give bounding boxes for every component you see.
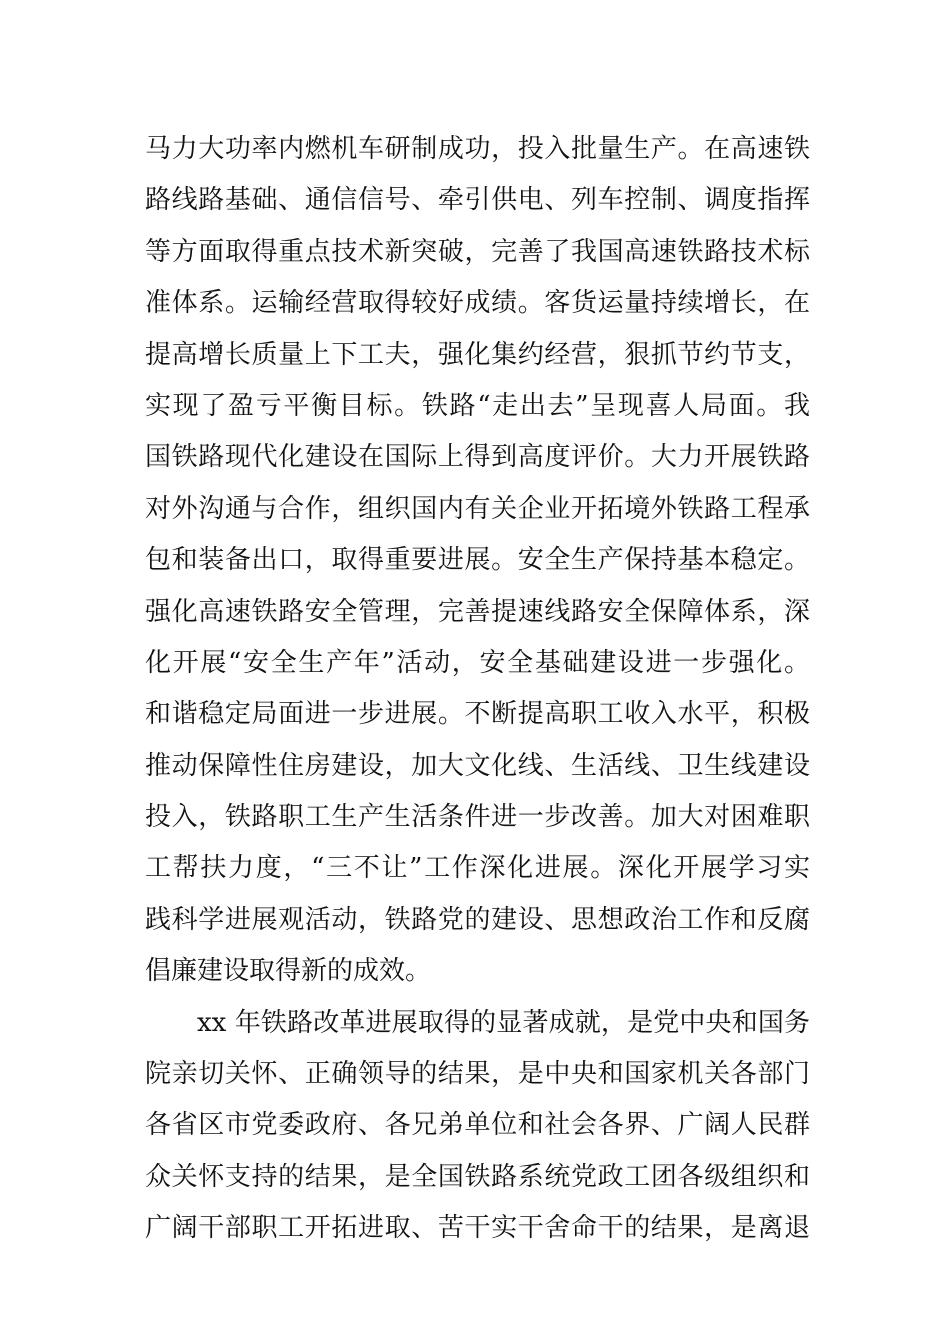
text-line: 和谐稳定局面进一步进展。不断提高职工收入水平，积极: [145, 699, 810, 730]
text-line: 国铁路现代化建设在国际上得到高度评价。大力开展铁路: [145, 442, 810, 473]
text-line: 倡廉建设取得新的成效。: [145, 956, 432, 987]
paragraph-first-line: xx 年铁路改革进展取得的显著成就，是党中央和国务: [197, 1007, 810, 1038]
text-line: 实现了盈亏平衡目标。铁路“走出去”呈现喜人局面。我: [145, 390, 810, 421]
text-line: 院亲切关怀、正确领导的结果，是中央和国家机关各部门: [145, 1059, 810, 1090]
text-line: 众关怀支持的结果，是全国铁路系统党政工团各级组织和: [145, 1161, 810, 1192]
text-line: 包和装备出口，取得重要进展。安全生产保持基本稳定。: [145, 545, 810, 576]
text-line: 化开展“安全生产年”活动，安全基础建设进一步强化。: [145, 647, 810, 678]
text-line: 路线路基础、通信信号、牵引供电、列车控制、调度指挥: [145, 185, 810, 216]
text-line: 广阔干部职工开拓进取、苦干实干舍命干的结果，是离退: [145, 1213, 810, 1244]
text-line: 各省区市党委政府、各兄弟单位和社会各界、广阔人民群: [145, 1110, 810, 1141]
text-line: 工帮扶力度，“三不让”工作深化进展。深化开展学习实: [145, 853, 810, 884]
text-line: 投入，铁路职工生产生活条件进一步改善。加大对困难职: [145, 802, 810, 833]
text-line: 提高增长质量上下工夫，强化集约经营，狠抓节约节支，: [145, 339, 810, 370]
text-line: 对外沟通与合作，组织国内有关企业开拓境外铁路工程承: [145, 493, 810, 524]
body-text: [145, 124, 810, 1255]
text-line: 等方面取得重点技术新突破，完善了我国高速铁路技术标: [145, 236, 810, 267]
text-line: 推动保障性住房建设，加大文化线、生活线、卫生线建设: [145, 750, 810, 781]
text-line: 强化高速铁路安全管理，完善提速线路安全保障体系，深: [145, 596, 810, 627]
text-line: 践科学进展观活动，铁路党的建设、思想政治工作和反腐: [145, 904, 810, 935]
text-line: 准体系。运输经营取得较好成绩。客货运量持续增长，在: [145, 288, 810, 319]
text-line: 马力大功率内燃机车研制成功，投入批量生产。在高速铁: [145, 134, 810, 164]
